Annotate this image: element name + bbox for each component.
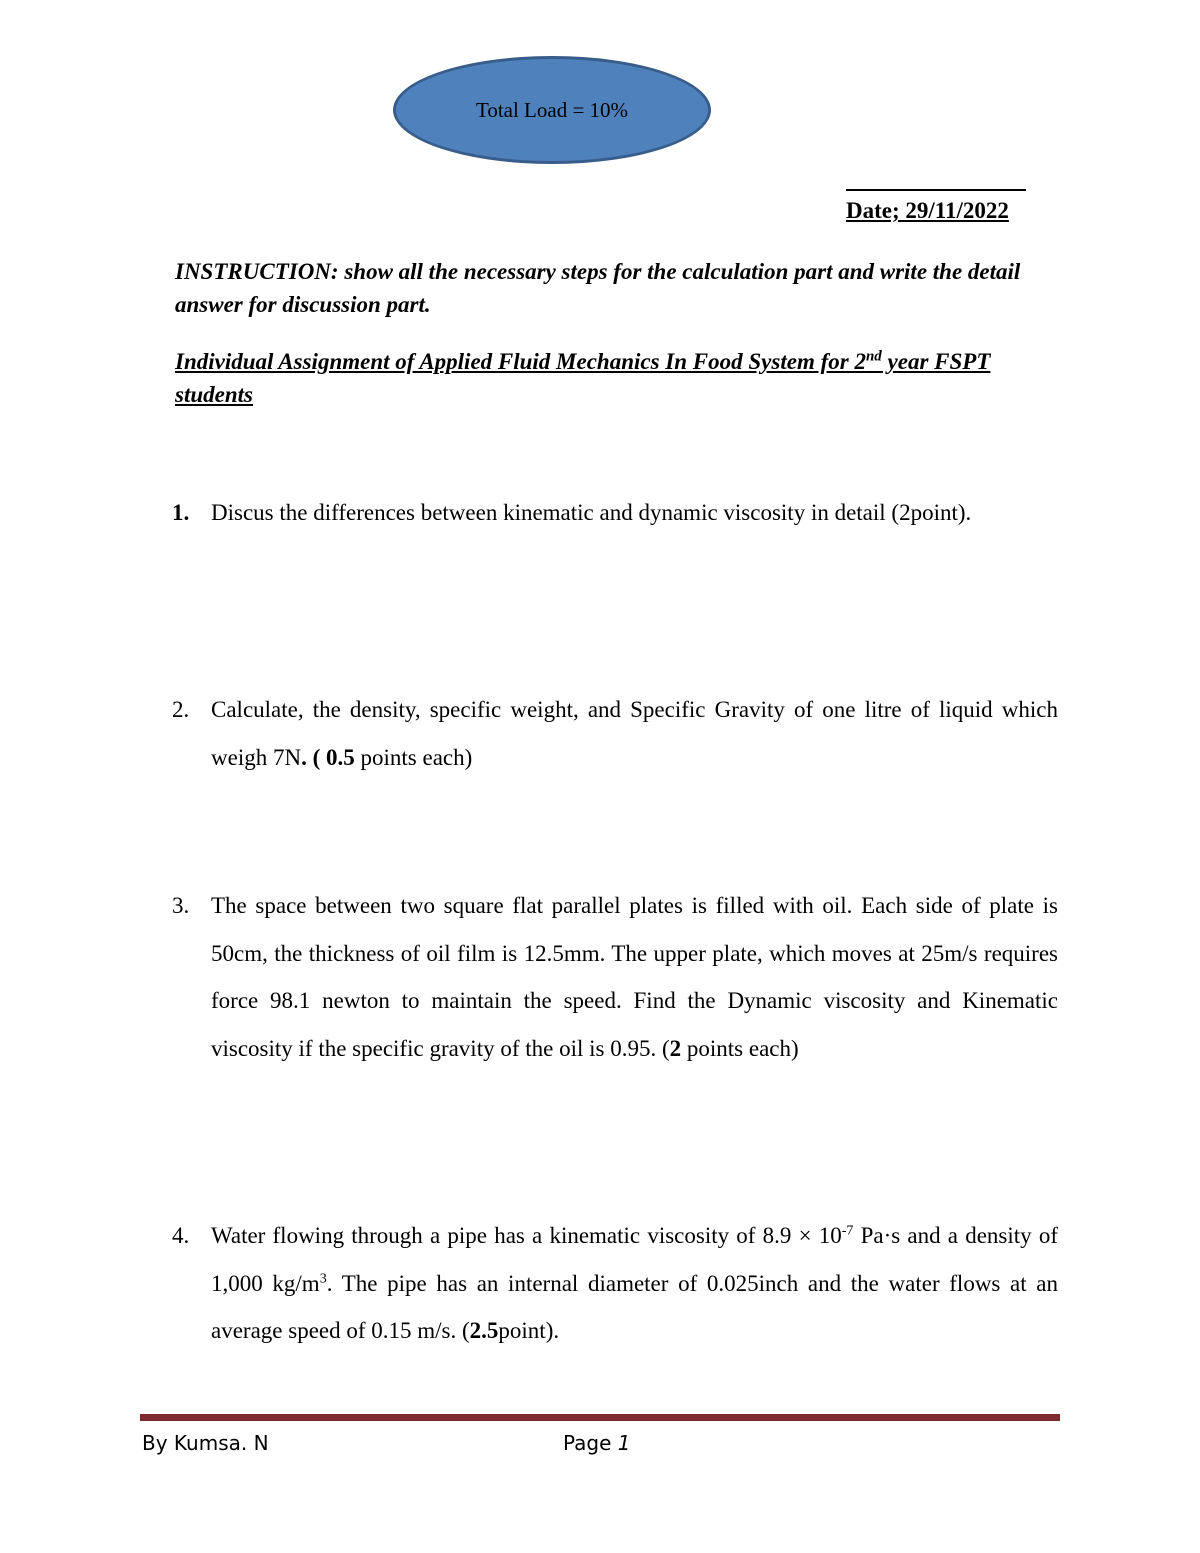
total-load-label: Total Load = 10% [475, 97, 629, 122]
question-text-part: Calculate, the density, specific weight, and Specific Gravity of one litre of liquid which weigh 7N [211, 697, 1058, 770]
exponent: -7 [841, 1223, 854, 1239]
date-rule [846, 189, 1026, 191]
question-text-part: points each) [354, 744, 473, 770]
question-number: 2. [172, 697, 190, 722]
question-text [211, 686, 1058, 781]
question-4 [172, 1212, 1058, 1355]
question-text-part: . The pipe has an internal diameter of 0.025inch and the water flows at an average speed of 0.15 m/s. ( [211, 1270, 1059, 1343]
question-text-part: Pa·s and a density of 1,000 kg/m [211, 1223, 1058, 1296]
points-value: 2.5 [469, 1318, 499, 1343]
title-main: Individual Assignment of Applied Fluid Mechanics In Food System for 2 [175, 349, 866, 374]
question-text [211, 882, 1058, 1072]
instruction-text: INSTRUCTION: show all the necessary steps for the calculation part and write the detail answer for discussion part. [175, 259, 1021, 317]
question-number: 1. [172, 500, 190, 525]
footer-author: By Kumsa. N [142, 1431, 269, 1455]
assignment-title [175, 345, 1055, 411]
question-number: 4. [172, 1223, 190, 1248]
footer-divider [140, 1414, 1060, 1421]
unit-exponent: 3 [319, 1270, 327, 1286]
assignment-date: Date; 29/11/2022 [846, 198, 1009, 223]
footer-page [563, 1431, 631, 1455]
title-ordinal-suffix: nd [865, 348, 882, 365]
points-value: 0.5 [326, 744, 355, 770]
question-text [211, 1212, 1058, 1355]
title-end: year FSPT students [175, 349, 991, 407]
question-text-part: Water flowing through a pipe has a kinematic viscosity of 8.9 × 10 [211, 1223, 842, 1248]
question-text: Discus the differences between kinematic and dynamic viscosity in detail (2point). [211, 500, 972, 525]
question-3 [172, 882, 1058, 1072]
question-2 [172, 686, 1058, 781]
question-number: 3. [172, 893, 190, 918]
question-text-part: . ( [301, 744, 326, 770]
points-value: 2 [669, 1035, 682, 1061]
total-load-badge [393, 56, 711, 164]
question-text-part: The space between two square flat parallel plates is filled with oil. Each side of plate is 50cm, the thickness of oil film is 12.5mm. The upper plate, which moves at 25m/s requires force 98.1 newton to maintain the speed. Find the Dynamic viscosity and Kinematic viscosity if the specific gravity of the oil is 0.95. ( [211, 893, 1058, 1061]
question-text-part: points each) [681, 1035, 799, 1061]
question-text-part: point). [498, 1318, 560, 1343]
question-1 [172, 489, 1058, 537]
page-label: Page [563, 1431, 618, 1455]
page-number: 1 [617, 1431, 631, 1455]
